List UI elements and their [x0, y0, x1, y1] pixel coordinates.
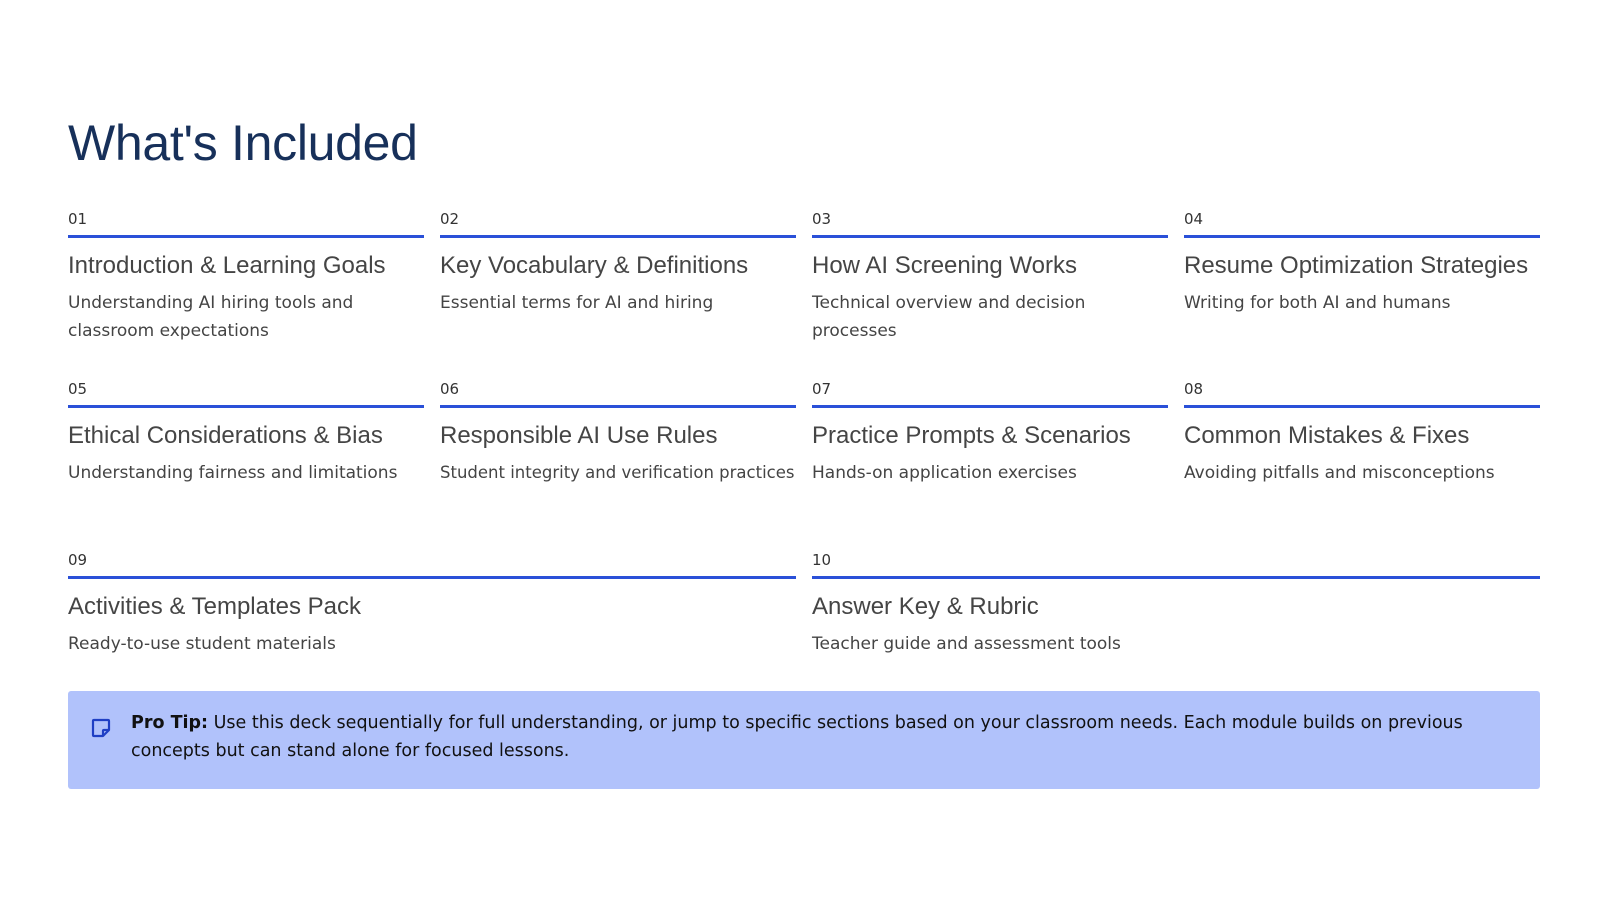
section-05	[68, 379, 424, 487]
section-title: How AI Screening Works	[812, 252, 1077, 279]
section-description: Teacher guide and assessment tools	[812, 634, 1121, 654]
section-08	[1184, 379, 1540, 487]
section-number: 03	[812, 209, 1168, 238]
section-number: 06	[440, 379, 796, 408]
section-06	[440, 379, 796, 487]
section-number: 09	[68, 550, 796, 579]
section-description: Avoiding pitfalls and misconceptions	[1184, 463, 1495, 483]
section-03	[812, 209, 1168, 345]
section-description: Understanding fairness and limitations	[68, 463, 398, 483]
section-title: Responsible AI Use Rules	[440, 422, 718, 449]
section-number: 08	[1184, 379, 1540, 408]
page-title: What's Included	[68, 115, 418, 171]
section-description: Technical overview and decision processes	[812, 293, 1086, 341]
section-description: Student integrity and verification practices	[440, 463, 795, 482]
section-title: Answer Key & Rubric	[812, 593, 1039, 620]
section-title: Activities & Templates Pack	[68, 593, 362, 620]
pro-tip-text	[131, 709, 1514, 765]
section-02	[440, 209, 796, 317]
section-description: Ready-to-use student materials	[68, 634, 336, 654]
section-09	[68, 550, 796, 658]
section-number: 01	[68, 209, 424, 238]
pro-tip-body: Use this deck sequentially for full understanding, or jump to specific sections based on your classroom needs. Each module builds on previous concepts but can stand alone for focused lessons.	[131, 713, 1463, 761]
section-number: 02	[440, 209, 796, 238]
section-title: Ethical Considerations & Bias	[68, 422, 383, 449]
note-icon	[90, 717, 112, 739]
section-title: Resume Optimization Strategies	[1184, 252, 1529, 279]
section-title: Common Mistakes & Fixes	[1184, 422, 1470, 449]
section-description: Hands-on application exercises	[812, 463, 1077, 483]
pro-tip-callout	[68, 691, 1540, 789]
section-number: 10	[812, 550, 1540, 579]
section-description: Essential terms for AI and hiring	[440, 293, 714, 313]
section-10	[812, 550, 1540, 658]
section-01	[68, 209, 424, 345]
section-04	[1184, 209, 1540, 317]
section-07	[812, 379, 1168, 487]
section-title: Introduction & Learning Goals	[68, 252, 386, 279]
pro-tip-label: Pro Tip:	[131, 713, 209, 733]
section-description: Writing for both AI and humans	[1184, 293, 1451, 313]
section-number: 04	[1184, 209, 1540, 238]
section-title: Key Vocabulary & Definitions	[440, 252, 749, 279]
section-title: Practice Prompts & Scenarios	[812, 422, 1131, 449]
section-description: Understanding AI hiring tools and classroom expectations	[68, 293, 354, 341]
section-number: 05	[68, 379, 424, 408]
section-number: 07	[812, 379, 1168, 408]
